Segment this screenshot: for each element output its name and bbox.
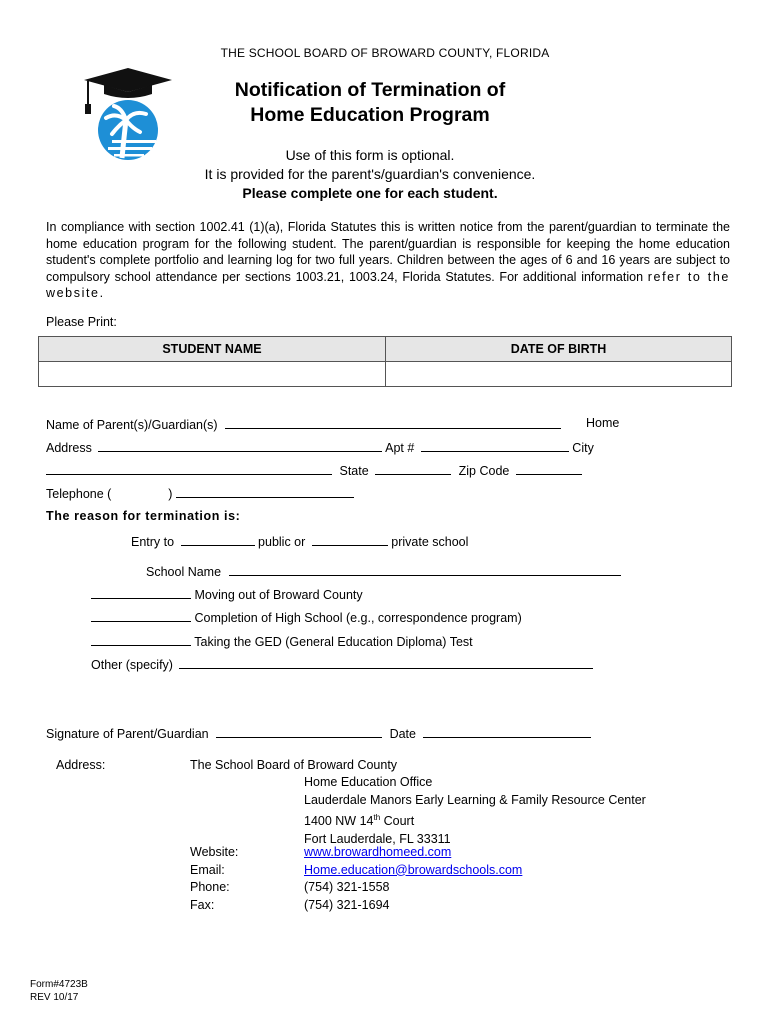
contact-address-label: Address:	[56, 758, 106, 772]
form-title	[190, 78, 550, 128]
intro-convenience: It is provided for the parent's/guardian's convenience.	[204, 166, 536, 182]
address-field[interactable]	[98, 439, 382, 452]
zip-field[interactable]	[516, 462, 582, 475]
parent-name-label: Name of Parent(s)/Guardian(s)	[46, 418, 218, 432]
form-revision: REV 10/17	[30, 992, 79, 1003]
email-label: Email:	[190, 862, 225, 877]
completion-check-field[interactable]	[91, 609, 191, 622]
contact-org: The School Board of Broward County	[190, 758, 398, 772]
please-print-label: Please Print:	[46, 315, 117, 329]
telephone-label: Telephone (	[46, 487, 112, 501]
completion-row	[91, 609, 522, 625]
signature-label: Signature of Parent/Guardian	[46, 727, 209, 741]
address-label: Address	[46, 441, 92, 455]
completion-label: Completion of High School (e.g., correspondence program)	[194, 611, 522, 625]
signature-field[interactable]	[216, 725, 382, 738]
contact-address-lines	[304, 774, 646, 848]
state-label: State	[339, 464, 369, 478]
private-school-field[interactable]	[312, 533, 388, 546]
apt-label: Apt #	[385, 441, 415, 455]
street-ordinal: th	[373, 813, 381, 822]
signature-date-field[interactable]	[423, 725, 591, 738]
moving-row	[91, 586, 363, 602]
telephone-close-paren: )	[168, 487, 173, 501]
date-label: Date	[389, 727, 416, 741]
parent-name-row	[46, 416, 561, 432]
contact-values	[304, 844, 522, 914]
contact-street	[304, 809, 646, 831]
zip-label: Zip Code	[458, 464, 510, 478]
home-label: Home	[586, 416, 620, 430]
other-label: Other (specify)	[91, 658, 173, 672]
website-link[interactable]: www.browardhomeed.com	[304, 845, 452, 859]
contact-labels	[190, 844, 238, 914]
public-school-field[interactable]	[181, 533, 255, 546]
website-label: Website:	[190, 845, 239, 859]
ged-check-field[interactable]	[91, 633, 191, 646]
title-line-2: Home Education Program	[250, 104, 490, 126]
form-number: Form#4723B	[30, 979, 88, 990]
date-of-birth-field[interactable]	[386, 362, 732, 387]
contact-center: Lauderdale Manors Early Learning & Family Resource Center	[304, 792, 646, 807]
form-footer	[30, 978, 88, 1004]
phone-value: (754) 321-1558	[304, 880, 390, 894]
email-link[interactable]: Home.education@browardschools.com	[304, 862, 523, 877]
intro-block	[160, 146, 580, 203]
reason-heading: The reason for termination is:	[46, 509, 241, 523]
parent-name-field[interactable]	[225, 416, 561, 429]
moving-label: Moving out of Broward County	[194, 588, 363, 602]
telephone-field[interactable]	[176, 485, 354, 498]
city-state-zip-row	[46, 462, 582, 478]
entry-to-row	[131, 533, 468, 549]
address-row	[46, 439, 594, 455]
compliance-paragraph	[46, 219, 730, 302]
school-name-row	[146, 563, 621, 579]
intro-one-per-student: Please complete one for each student.	[242, 185, 498, 201]
contact-city: Fort Lauderdale, FL 33311	[304, 831, 451, 846]
entry-to-label: Entry to	[131, 535, 175, 549]
apt-field[interactable]	[421, 439, 569, 452]
state-field[interactable]	[375, 462, 451, 475]
ged-label: Taking the GED (General Education Diploma) Test	[194, 635, 473, 649]
fax-label: Fax:	[190, 897, 215, 912]
date-of-birth-header: DATE OF BIRTH	[386, 337, 732, 362]
student-table	[38, 336, 732, 387]
city-field[interactable]	[46, 462, 332, 475]
moving-check-field[interactable]	[91, 586, 191, 599]
school-name-label: School Name	[146, 565, 222, 579]
student-name-header: STUDENT NAME	[39, 337, 386, 362]
school-board-heading: THE SCHOOL BOARD OF BROWARD COUNTY, FLORIDA	[220, 46, 550, 60]
other-specify-field[interactable]	[179, 656, 593, 669]
telephone-row	[46, 485, 354, 501]
phone-label: Phone:	[190, 880, 230, 894]
website-reference: refer to the website.	[46, 269, 730, 301]
signature-row	[46, 725, 591, 741]
street-number: 1400 NW 14	[304, 814, 374, 829]
student-name-field[interactable]	[39, 362, 386, 387]
private-school-label: private school	[391, 535, 469, 549]
other-row	[91, 656, 593, 672]
title-line-1: Notification of Termination of	[234, 79, 506, 101]
city-label: City	[572, 441, 594, 455]
ged-row	[91, 633, 473, 649]
compliance-text: In compliance with section 1002.41 (1)(a), Florida Statutes this is written notice from the parent/guardian to terminate the home education program for the following student. The parent/guardian is responsible for keeping the home education student's complete portfolio and learning log for two full years. Children between the ages of 6 and 16 years are subject to compulsory school attendance per sections 1003.21, 1003.24, Florida Statutes. For additional information	[46, 220, 730, 284]
street-name: Court	[380, 814, 415, 829]
fax-value: (754) 321-1694	[304, 897, 390, 912]
contact-office: Home Education Office	[304, 775, 433, 789]
public-or-label: public or	[258, 535, 306, 549]
school-name-field[interactable]	[229, 563, 621, 576]
intro-optional: Use of this form is optional.	[285, 147, 455, 163]
